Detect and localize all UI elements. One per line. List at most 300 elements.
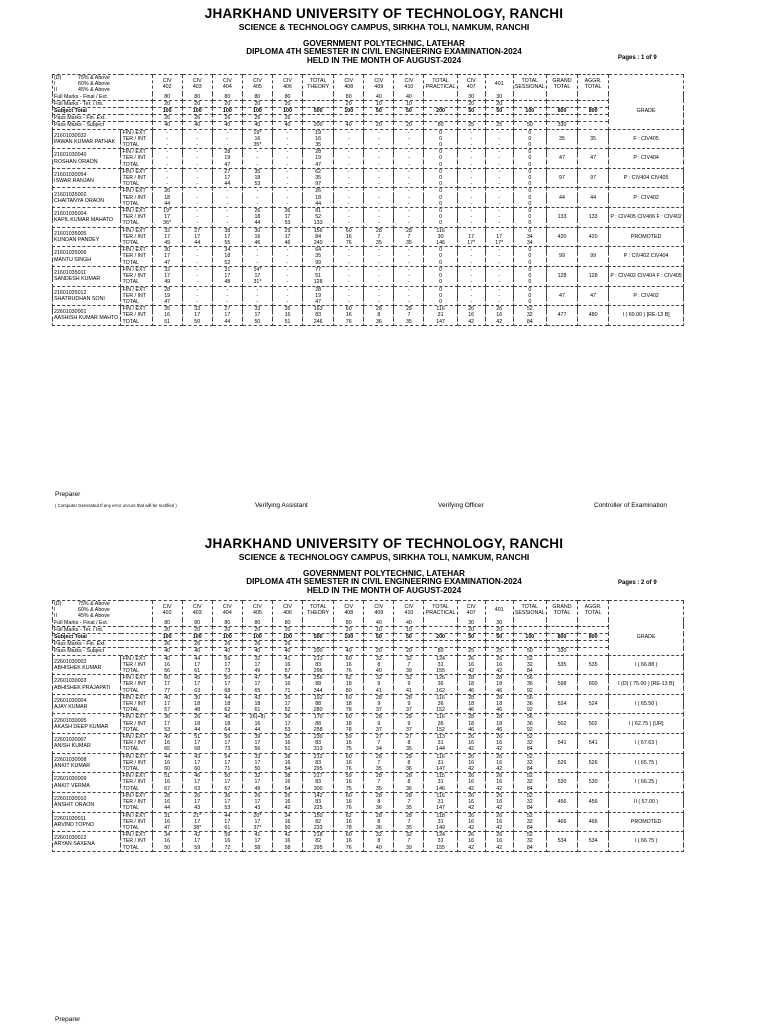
student-cell [53, 655, 121, 675]
mark-cell: 27 [182, 227, 212, 234]
mark-cell: - [182, 155, 212, 161]
column-header-bottom: PRACTICAL [425, 84, 456, 91]
mark-cell: 16 [152, 740, 182, 746]
mark-cell: - [272, 247, 302, 254]
mark-cell: 97 [303, 181, 334, 188]
marks-value: 20 [242, 626, 272, 633]
marks-value: 20 [182, 626, 212, 633]
marks-value [303, 94, 334, 101]
grade-header: GRADE [609, 94, 684, 130]
mark-cell: - [242, 299, 272, 306]
mark-cell: 126 [424, 675, 457, 682]
mark-cell: 46 [272, 240, 302, 247]
mark-cell: 35* [242, 142, 272, 149]
student-cell [53, 149, 121, 169]
student-name: KAPIL KUMAR MAHATO [54, 217, 114, 224]
marks-type-label: FIN / EXT [121, 247, 152, 254]
mark-cell: 35 [272, 306, 302, 313]
mark-cell: - [272, 129, 302, 136]
column-header-bottom: TOTAL [553, 610, 571, 617]
mark-cell: 17 [457, 234, 485, 240]
mark-cell: 18 [457, 701, 485, 707]
marks-type-label: FIN / EXT [121, 773, 152, 780]
mark-cell: 52 [513, 753, 546, 760]
mark-cell [578, 142, 609, 149]
mark-cell: - [182, 253, 212, 259]
mark-cell: 8 [364, 799, 394, 805]
mark-cell: 83 [303, 779, 334, 785]
mark-cell: 38* [182, 825, 212, 832]
marks-value: 20 [272, 626, 302, 633]
mark-cell: 32 [513, 819, 546, 825]
student-cell [53, 188, 121, 208]
mark-cell: 40 [152, 694, 182, 701]
roll-number: 21601035012 [54, 289, 87, 296]
roll-number: 21601035005 [54, 230, 87, 237]
marks-value: 100 [513, 634, 546, 641]
marks-value: 80 [424, 648, 457, 655]
mark-cell: 524 [578, 701, 609, 707]
student-cell [53, 266, 121, 286]
mark-cell: - [334, 195, 364, 201]
mark-cell: 16 [152, 662, 182, 668]
mark-cell: 113 [424, 734, 457, 741]
mark-cell: 16 [334, 819, 364, 825]
mark-cell: 46 [212, 714, 242, 721]
mark-cell: 52 [513, 812, 546, 819]
column-header-top: TOTAL [432, 604, 449, 611]
mark-cell [578, 306, 609, 313]
mark-cell: 43 [182, 805, 212, 812]
marks-type-label: TOTAL [121, 746, 152, 753]
mark-cell: 76 [334, 240, 364, 247]
mark-cell: 17 [182, 234, 212, 240]
mark-cell: - [485, 247, 513, 254]
mark-cell [578, 746, 609, 753]
mark-cell: - [334, 279, 364, 286]
mark-cell: 16 [272, 312, 302, 318]
preparer-label: Preparer [55, 1016, 81, 1023]
mark-cell: 62 [334, 675, 364, 682]
column-header [272, 75, 302, 94]
mark-cell: 0 [424, 260, 457, 267]
mark-cell: 43 [242, 805, 272, 812]
mark-cell: - [152, 155, 182, 161]
mark-cell: 33 [242, 306, 272, 313]
student-cell [53, 812, 121, 832]
mark-cell: 50 [182, 319, 212, 326]
marks-type-label: TOTAL [121, 825, 152, 832]
marks-type-label: TER / INT [121, 681, 152, 687]
mark-cell: 16 [485, 760, 513, 766]
mark-cell: 42 [457, 845, 485, 852]
marks-type-label: FIN / EXT [121, 812, 152, 819]
mark-cell: 420 [578, 234, 609, 240]
marks-value: 100 [182, 634, 212, 641]
grade-cell: P : CIV405 CIV406 F : CIV402 [609, 208, 684, 228]
mark-cell: - [242, 286, 272, 293]
column-header-top: CIV [192, 78, 202, 85]
grade-cell: I ( 66.25 ) [609, 773, 684, 793]
marks-value [303, 626, 334, 633]
student-name: ANKIT KUMAR [54, 762, 91, 769]
mark-cell [546, 734, 577, 741]
mark-cell: 26 [152, 188, 182, 195]
mark-cell: 149 [424, 825, 457, 832]
marks-value [424, 641, 457, 648]
mark-cell: - [457, 188, 485, 195]
roll-number: 22601030007 [54, 737, 87, 744]
mark-cell: - [394, 129, 424, 136]
mark-cell: - [364, 181, 394, 188]
roll-number: 21601035004 [54, 211, 87, 218]
mark-cell: 16 [303, 136, 334, 142]
column-header-bottom: TOTAL [553, 84, 571, 91]
marks-type-label: TER / INT [121, 701, 152, 707]
column-header-bottom: TOTAL [584, 610, 602, 617]
marks-value [513, 94, 546, 101]
mark-cell: - [242, 201, 272, 208]
mark-cell: 31 [424, 779, 457, 785]
marks-row-label: Subject Total [53, 108, 153, 115]
mark-cell: 17 [212, 234, 242, 240]
marks-row-label: Pass Marks - Fin. Ext. [53, 115, 153, 122]
mark-cell: 0 [513, 286, 546, 293]
roll-number: 22601030011 [54, 815, 87, 822]
marks-value [513, 620, 546, 627]
mark-cell: 0 [424, 181, 457, 188]
mark-cell: 64 [303, 247, 334, 254]
mark-cell [578, 149, 609, 156]
column-header-top: CIV [344, 78, 354, 85]
mark-cell: 27 [212, 168, 242, 175]
mark-cell: - [182, 136, 212, 142]
marks-value: 40 [334, 122, 364, 129]
mark-cell: 36 [364, 825, 394, 832]
marks-value [424, 626, 457, 633]
mark-cell: - [152, 149, 182, 156]
mark-cell: 61 [212, 825, 242, 832]
marks-row-label: Full Marks - Final / Ext. [53, 94, 153, 101]
marks-type-label: FIN / EXT [121, 227, 152, 234]
marks-value: 20 [182, 100, 212, 107]
mark-cell: 30 [182, 694, 212, 701]
student-cell [53, 168, 121, 188]
mark-cell: 42 [457, 746, 485, 753]
mark-cell: 17 [182, 838, 212, 844]
mark-cell: - [334, 129, 364, 136]
mark-cell: 26 [457, 832, 485, 839]
mark-cell: 0 [513, 181, 546, 188]
mark-cell: 7 [394, 838, 424, 844]
mark-cell: 36 [364, 805, 394, 812]
mark-cell: 59 [212, 832, 242, 839]
marks-type-label: TER / INT [121, 740, 152, 746]
mark-cell: 128 [546, 273, 577, 279]
exam-title: DIPLOMA 4TH SEMESTER IN CIVIL ENGINEERING EXAMINATION-2024 [246, 577, 522, 586]
grade-header-blank [609, 601, 684, 620]
mark-cell: - [485, 168, 513, 175]
mark-cell: 44 [152, 753, 182, 760]
mark-cell: 59 [334, 773, 364, 780]
mark-cell: 16 [334, 234, 364, 240]
mark-cell: 42 [485, 746, 513, 753]
mark-cell: 32 [394, 655, 424, 662]
mark-cell: 26(+8) [242, 714, 272, 721]
mark-cell: - [212, 208, 242, 215]
mark-cell: 42 [485, 319, 513, 326]
mark-cell: - [212, 136, 242, 142]
mark-cell: - [394, 214, 424, 220]
mark-cell: 28 [485, 675, 513, 682]
marks-type-label: TER / INT [121, 838, 152, 844]
mark-cell: 26 [182, 714, 212, 721]
marks-value [364, 641, 394, 648]
mark-cell: 17 [272, 721, 302, 727]
marks-type-label: TER / INT [121, 779, 152, 785]
mark-cell: 26 [457, 655, 485, 662]
marks-row-label: Pass Marks - Subject [53, 648, 153, 655]
mark-cell: - [485, 214, 513, 220]
mark-cell: 35 [394, 746, 424, 753]
marks-row-label: Full Marks - Ter. / Int. [53, 626, 153, 633]
column-header-bottom: 407 [466, 84, 476, 91]
mark-cell: - [182, 273, 212, 279]
mark-cell: 83 [303, 312, 334, 318]
mark-cell: 82 [303, 838, 334, 844]
marks-type-label: TOTAL [121, 319, 152, 326]
marks-value: 500 [303, 634, 334, 641]
mark-cell: 18 [212, 701, 242, 707]
marks-value: 20 [152, 626, 182, 633]
marks-value: 100 [152, 634, 182, 641]
mark-cell: - [334, 247, 364, 254]
column-header-top: CIV [162, 78, 172, 85]
marks-value: 50 [513, 122, 546, 129]
column-header [182, 75, 212, 94]
mark-cell: 67 [152, 786, 182, 793]
marks-value [578, 620, 609, 627]
mark-cell: 32 [513, 838, 546, 844]
held-title: HELD IN THE MONTH OF AUGUST-2024 [306, 56, 462, 65]
mark-cell: 84 [513, 786, 546, 793]
mark-cell: - [364, 168, 394, 175]
column-header-bottom: 405 [253, 84, 262, 91]
marks-value: 26 [152, 641, 182, 648]
mark-cell [546, 825, 577, 832]
marks-type-label: TOTAL [121, 766, 152, 773]
legend-key: I [54, 81, 56, 88]
marks-value [578, 94, 609, 101]
mark-cell: - [364, 149, 394, 156]
marks-type-label: TOTAL [121, 688, 152, 695]
mark-cell: 146 [424, 786, 457, 793]
marks-value: 20 [364, 122, 394, 129]
mark-cell: 60 [152, 766, 182, 773]
mark-cell: 35 [242, 168, 272, 175]
grade-cell: P : CIV402 [609, 188, 684, 208]
mark-cell: 150 [303, 812, 334, 819]
mark-cell: 0 [424, 220, 457, 227]
mark-cell: 128 [578, 273, 609, 279]
mark-cell: 92 [513, 727, 546, 734]
mark-cell: 26 [485, 655, 513, 662]
mark-cell: 42 [457, 319, 485, 326]
mark-cell: 38 [212, 227, 242, 234]
column-header [303, 601, 334, 620]
mark-cell: 32 [513, 779, 546, 785]
mark-cell: 60 [334, 753, 364, 760]
mark-cell: - [457, 155, 485, 161]
grade-cell: I ( 62.75 ) [UR] [609, 714, 684, 734]
column-header [152, 601, 182, 620]
mark-cell: 7 [364, 779, 394, 785]
marks-type-label: FIN / EXT [121, 675, 152, 682]
college-title: GOVERNMENT POLYTECHNIC, LATEHAR [303, 569, 465, 578]
mark-cell: - [485, 253, 513, 259]
mark-cell: 77 [303, 266, 334, 273]
mark-cell: 42 [485, 825, 513, 832]
mark-cell: 42 [457, 668, 485, 675]
marks-value: 100 [334, 634, 364, 641]
verifying-assistant-label: Verifying Assistant [255, 502, 308, 509]
mark-cell: 54 [272, 786, 302, 793]
mark-cell: - [272, 136, 302, 142]
mark-cell: 36 [364, 319, 394, 326]
mark-cell: 51 [272, 746, 302, 753]
mark-cell: - [272, 293, 302, 299]
mark-cell: 58 [272, 845, 302, 852]
mark-cell: 60 [334, 227, 364, 234]
mark-cell: 0 [513, 273, 546, 279]
column-header-top: CIV [283, 78, 292, 85]
mark-cell: 17 [242, 779, 272, 785]
mark-cell: 18 [485, 721, 513, 727]
mark-cell: - [272, 195, 302, 201]
mark-cell: 16 [485, 312, 513, 318]
mark-cell [546, 260, 577, 267]
mark-cell: - [212, 195, 242, 201]
mark-cell [578, 240, 609, 247]
mark-cell: - [152, 129, 182, 136]
mark-cell: 0 [424, 279, 457, 286]
mark-cell: 84 [513, 668, 546, 675]
student-name: SHATRUDHAN SONI [54, 295, 105, 302]
mark-cell: 17 [212, 760, 242, 766]
mark-cell: 0 [513, 201, 546, 208]
mark-cell [546, 766, 577, 773]
mark-cell: 41 [364, 688, 394, 695]
column-header-bottom: 402 [162, 84, 172, 91]
mark-cell: 116 [424, 227, 457, 234]
mark-cell: - [334, 149, 364, 156]
mark-cell: 18 [485, 701, 513, 707]
mark-cell: 146 [424, 240, 457, 247]
mark-cell: 16 [272, 799, 302, 805]
mark-cell: - [272, 260, 302, 267]
mark-cell: 31* [242, 279, 272, 286]
marks-row-label: Full Marks - Final / Ext. [53, 620, 153, 627]
marks-row-label: Pass Marks - Subject [53, 122, 153, 129]
column-header-top: TOTAL [521, 604, 539, 611]
mark-cell: 36 [394, 786, 424, 793]
marks-value: 20 [394, 122, 424, 129]
marks-value: 25 [485, 648, 513, 655]
marks-value: 40 [394, 620, 424, 627]
mark-cell: 47 [546, 293, 577, 299]
marks-value: 40 [152, 122, 182, 129]
mark-cell: 0 [513, 188, 546, 195]
mark-cell: 16 [334, 662, 364, 668]
mark-cell: 16 [334, 312, 364, 318]
mark-cell: - [485, 188, 513, 195]
roll-number: 22601030012 [54, 835, 87, 842]
mark-cell: 76 [334, 766, 364, 773]
column-header [578, 601, 609, 620]
mark-cell: - [152, 136, 182, 142]
grade-cell: II ( 57.00 ) [609, 792, 684, 812]
marks-value: 25 [457, 648, 485, 655]
grade-cell: P : CIV402 CIV404 F : CIV405 [609, 266, 684, 286]
mark-cell: 0 [513, 155, 546, 161]
mark-cell: 466 [546, 819, 577, 825]
mark-cell: - [334, 142, 364, 149]
column-header [546, 601, 577, 620]
mark-cell: 26 [457, 753, 485, 760]
mark-cell: 16 [334, 779, 364, 785]
mark-cell: 32 [152, 266, 182, 273]
mark-cell: 71 [272, 688, 302, 695]
column-header [212, 601, 242, 620]
mark-cell: 9 [364, 721, 394, 727]
student-name: ISWAR RANJAN [54, 178, 94, 185]
marks-value: 10 [364, 626, 394, 633]
mark-cell: - [182, 299, 212, 306]
mark-cell: 17 [152, 701, 182, 707]
mark-cell [578, 286, 609, 293]
mark-cell: 35 [303, 142, 334, 149]
roll-number: 21601035011 [54, 269, 87, 276]
mark-cell: 56 [513, 694, 546, 701]
mark-cell: 17 [212, 740, 242, 746]
mark-cell: 14* [242, 266, 272, 273]
mark-cell: 84 [513, 319, 546, 326]
marks-type-label: TER / INT [121, 175, 152, 181]
mark-cell: - [457, 299, 485, 306]
mark-cell: 32 [242, 655, 272, 662]
marks-value: 20 [212, 100, 242, 107]
mark-cell: 16 [485, 662, 513, 668]
student-name: ANSHIT ORAON [54, 802, 95, 809]
mark-cell: - [485, 136, 513, 142]
column-header [546, 75, 577, 94]
mark-cell: 526 [578, 760, 609, 766]
mark-cell: - [212, 214, 242, 220]
mark-cell: - [212, 201, 242, 208]
column-header [303, 75, 334, 94]
mark-cell: 0 [424, 129, 457, 136]
column-header [457, 601, 485, 620]
mark-cell: 72 [212, 845, 242, 852]
marks-value: 20 [485, 626, 513, 633]
mark-cell: - [457, 260, 485, 267]
mark-cell: 147 [424, 766, 457, 773]
mark-cell: 16 [334, 740, 364, 746]
marks-value: 40 [182, 648, 212, 655]
mark-cell: 36 [513, 681, 546, 687]
mark-cell: 18 [212, 721, 242, 727]
mark-cell: - [457, 136, 485, 142]
